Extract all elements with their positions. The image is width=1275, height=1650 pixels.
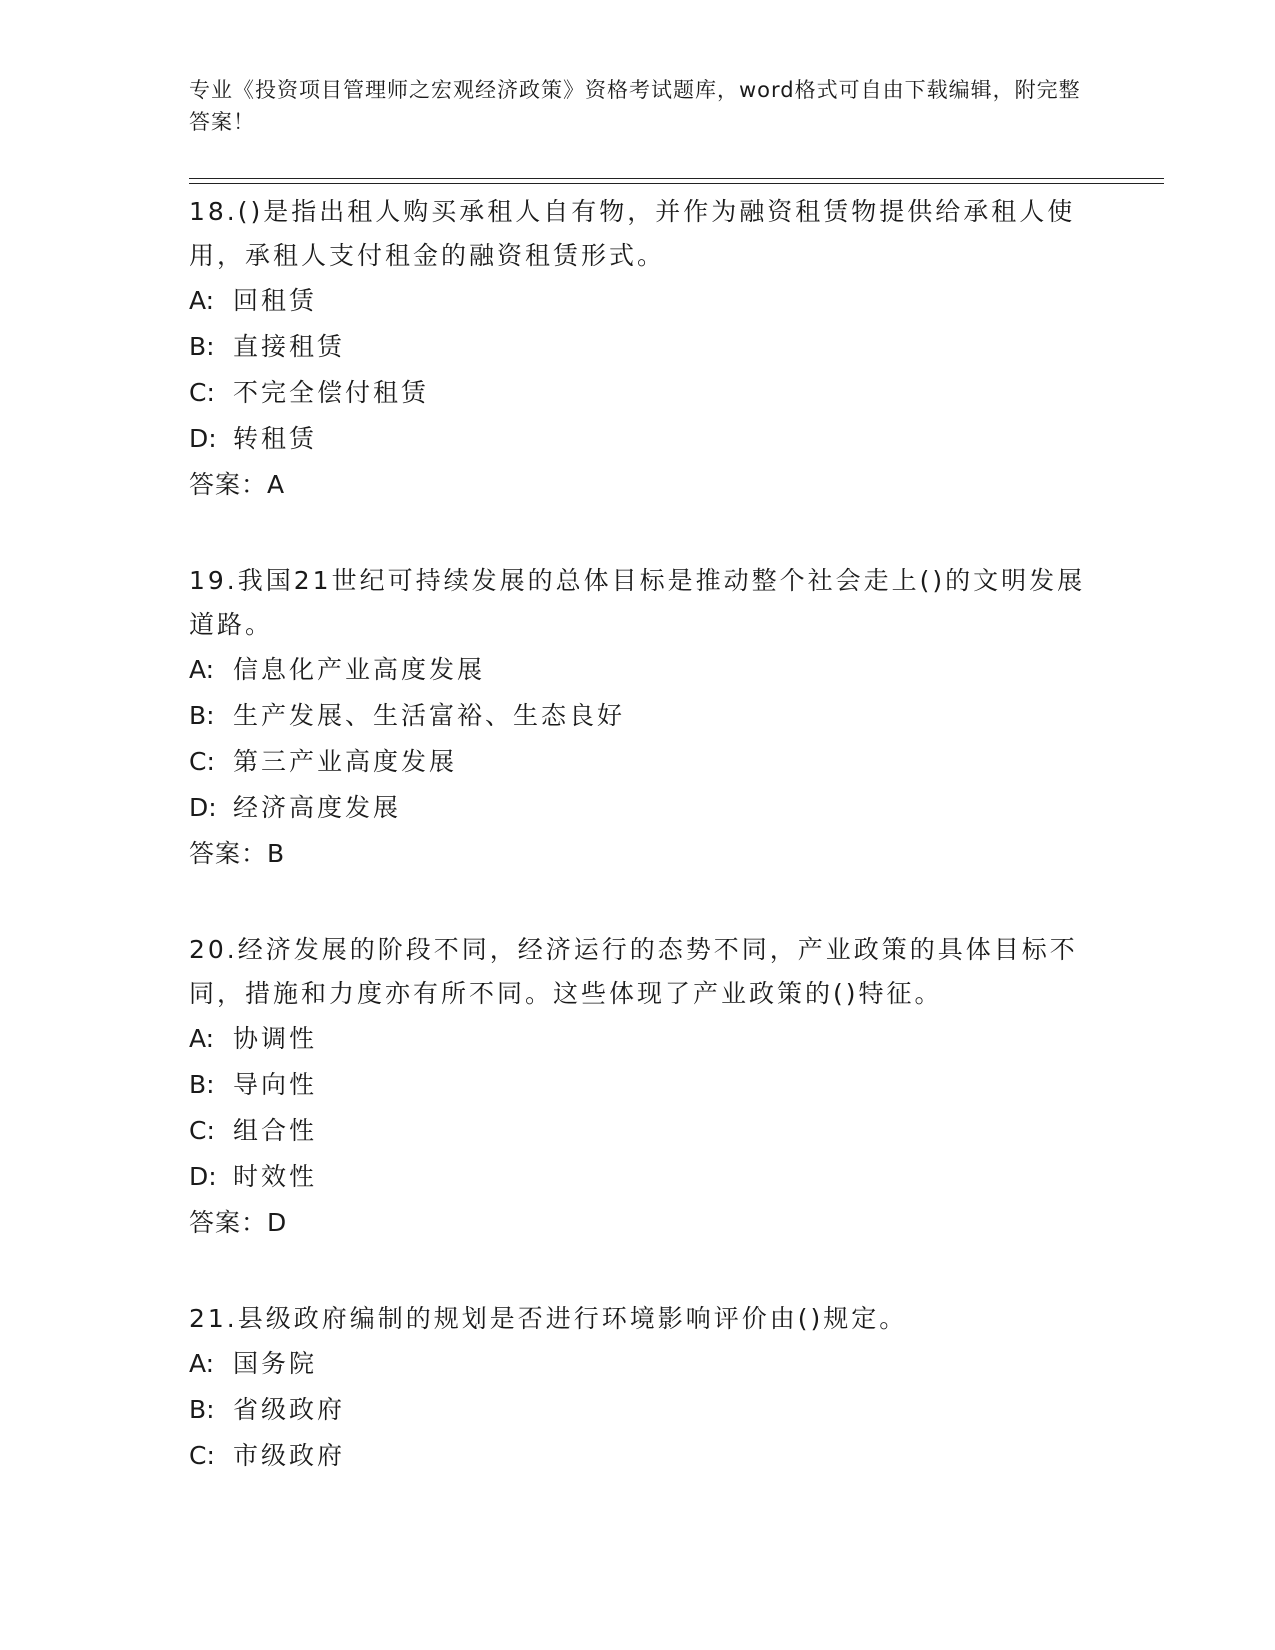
option-c xyxy=(189,370,1089,416)
option-c xyxy=(189,1108,1089,1154)
question-18 xyxy=(189,190,1089,508)
option-letter: C: xyxy=(189,747,215,776)
option-letter: D: xyxy=(189,424,217,453)
option-text: 组合性 xyxy=(233,1116,318,1145)
question-21 xyxy=(189,1297,1089,1479)
option-c xyxy=(189,1433,1089,1479)
option-letter: C: xyxy=(189,1116,215,1145)
option-letter: B: xyxy=(189,332,215,361)
option-letter: B: xyxy=(189,1070,215,1099)
header-divider-bottom xyxy=(189,183,1164,184)
option-letter: A: xyxy=(189,1024,215,1053)
answer-line: 答案：A xyxy=(189,470,286,499)
option-letter: A: xyxy=(189,655,215,684)
option-text: 市级政府 xyxy=(233,1441,346,1470)
option-a xyxy=(189,1016,1089,1062)
option-text: 经济高度发展 xyxy=(233,793,402,822)
option-b xyxy=(189,693,1089,739)
question-stem: 20.经济发展的阶段不同，经济运行的态势不同，产业政策的具体目标不同，措施和力度亦有所不同。这些体现了产业政策的()特征。 xyxy=(189,935,1078,1008)
option-text: 时效性 xyxy=(233,1162,318,1191)
option-c xyxy=(189,739,1089,785)
question-list xyxy=(189,190,1089,1530)
option-a xyxy=(189,647,1089,693)
option-text: 不完全偿付租赁 xyxy=(233,378,430,407)
option-a xyxy=(189,278,1089,324)
option-text: 省级政府 xyxy=(233,1395,346,1424)
answer-line: 答案：D xyxy=(189,1208,288,1237)
option-text: 国务院 xyxy=(233,1349,318,1378)
option-b xyxy=(189,1387,1089,1433)
option-text: 信息化产业高度发展 xyxy=(233,655,486,684)
question-19 xyxy=(189,559,1089,877)
option-text: 生产发展、生活富裕、生态良好 xyxy=(233,701,626,730)
answer-line: 答案：B xyxy=(189,839,286,868)
option-text: 转租赁 xyxy=(233,424,318,453)
document-header: 专业《投资项目管理师之宏观经济政策》资格考试题库，word格式可自由下载编辑，附完整答案！ xyxy=(189,78,1081,134)
option-letter: D: xyxy=(189,793,217,822)
option-letter: B: xyxy=(189,701,215,730)
option-a xyxy=(189,1341,1089,1387)
question-stem: 18.()是指出租人购买承租人自有物，并作为融资租赁物提供给承租人使用，承租人支付租金的融资租赁形式。 xyxy=(189,197,1076,270)
option-d xyxy=(189,785,1089,831)
question-stem: 21.县级政府编制的规划是否进行环境影响评价由()规定。 xyxy=(189,1304,908,1333)
option-d xyxy=(189,1154,1089,1200)
option-letter: C: xyxy=(189,1441,215,1470)
question-stem: 19.我国21世纪可持续发展的总体目标是推动整个社会走上()的文明发展道路。 xyxy=(189,566,1086,639)
option-text: 直接租赁 xyxy=(233,332,346,361)
option-letter: C: xyxy=(189,378,215,407)
option-text: 第三产业高度发展 xyxy=(233,747,458,776)
option-b xyxy=(189,324,1089,370)
option-text: 协调性 xyxy=(233,1024,318,1053)
option-letter: D: xyxy=(189,1162,217,1191)
option-letter: A: xyxy=(189,1349,215,1378)
question-20 xyxy=(189,928,1089,1246)
header-divider-top xyxy=(189,178,1164,179)
option-letter: A: xyxy=(189,286,215,315)
option-letter: B: xyxy=(189,1395,215,1424)
option-text: 回租赁 xyxy=(233,286,318,315)
option-d xyxy=(189,416,1089,462)
option-text: 导向性 xyxy=(233,1070,318,1099)
option-b xyxy=(189,1062,1089,1108)
